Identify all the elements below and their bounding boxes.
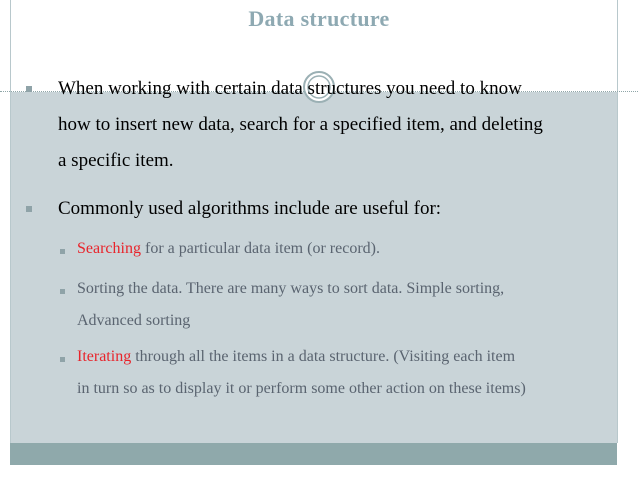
sub-bullet-2-line-1: Sorting the data. There are many ways to sort data. Simple sorting,	[77, 280, 505, 297]
sub-bullet-1-text: for a particular data item (or record).	[140, 240, 380, 257]
keyword-searching: Searching	[77, 240, 141, 257]
sub-bullet-marker-icon	[60, 289, 65, 294]
sub-bullet-2-line-2: Advanced sorting	[77, 312, 191, 329]
bullet-1-line-2: how to insert new data, search for a specified item, and deleting	[58, 114, 543, 135]
sub-bullet-marker-icon	[60, 249, 65, 254]
sub-bullet-marker-icon	[60, 357, 65, 362]
bullet-marker-icon	[26, 86, 32, 92]
slide-footer-bar	[10, 443, 617, 465]
keyword-iterating: Iterating	[77, 348, 132, 365]
bullet-2-text: Commonly used algorithms include are useful for:	[58, 198, 442, 219]
bullet-marker-icon	[26, 206, 32, 212]
bullet-2	[22, 191, 622, 227]
slide-title: Data structure	[248, 6, 390, 31]
sub-bullet-3-text: through all the items in a data structure. (Visiting each item	[131, 348, 516, 365]
bullet-1	[22, 71, 622, 179]
bullet-1-line-1: When working with certain data structures you need to know	[58, 78, 522, 99]
bullet-1-line-3: a specific item.	[58, 150, 174, 171]
sub-bullet-3-line-2: in turn so as to display it or perform some other action on these items)	[77, 380, 526, 397]
